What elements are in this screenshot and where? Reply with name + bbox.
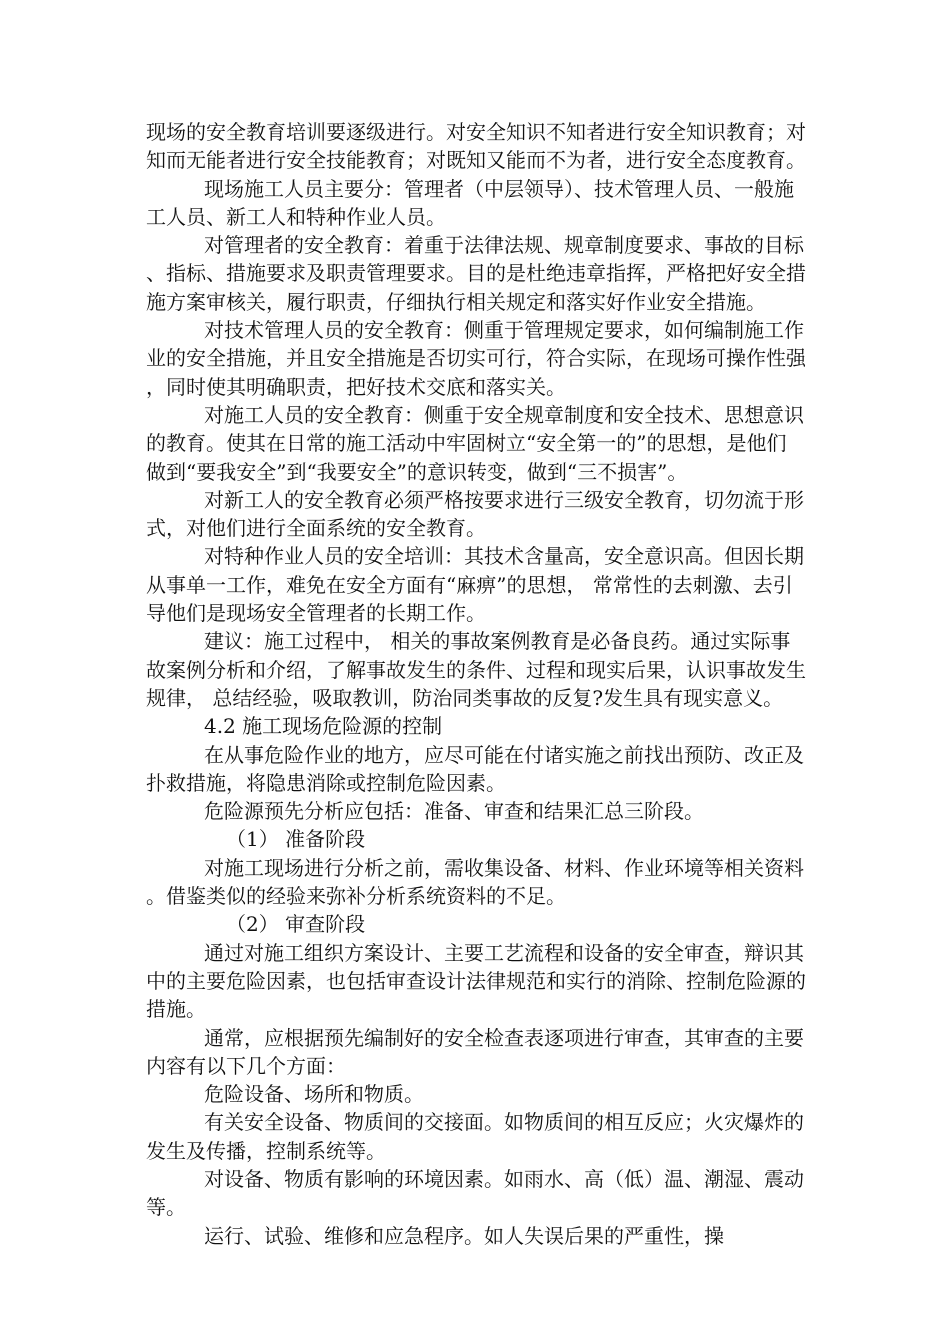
paragraph-environment-factors: 对设备、物质有影响的环境因素。如雨水、高（低）温、潮湿、震动等。 xyxy=(146,1166,804,1220)
paragraph-suggestion: 建议：施工过程中， 相关的事故案例教育是必备良药。通过实际事故案例分析和介绍，了解事故发生的条件、过程和现实后果，认识事故发生规律， 总结经验，吸取教训，防治同类事故的反复?发生具有现实意义。 xyxy=(146,629,806,710)
paragraph-new-worker-education: 对新工人的安全教育必须严格按要求进行三级安全教育，切勿流于形式，对他们进行全面系统的安全教育。 xyxy=(146,487,804,541)
document-body xyxy=(146,118,806,1250)
paragraph-preliminary-analysis: 危险源预先分析应包括：准备、审查和结果汇总三阶段。 xyxy=(204,799,704,824)
paragraph-technical-staff-education: 对技术管理人员的安全教育：侧重于管理规定要求，如何编制施工作业的安全措施，并且安全措施是否切实可行，符合实际，在现场可操作性强，同时使其明确职责，把好技术交底和落实关。 xyxy=(146,318,806,399)
paragraph-dangerous-equipment: 危险设备、场所和物质。 xyxy=(204,1082,424,1107)
paragraph-operation-procedures: 运行、试验、维修和应急程序。如人失误后果的严重性，操 xyxy=(204,1223,724,1248)
paragraph-interfaces: 有关安全设备、物质间的交接面。如物质间的相互反应；火灾爆炸的发生及传播，控制系统等。 xyxy=(146,1110,804,1163)
paragraph-safety-training-levels: 现场的安全教育培训要逐级进行。对安全知识不知者进行安全知识教育；对知而无能者进行安全技能教育；对既知又能而不为者，进行安全态度教育。 xyxy=(146,120,806,173)
paragraph-hazard-prevention: 在从事危险作业的地方，应尽可能在付诸实施之前找出预防、改正及扑救措施，将隐患消除或控制危险因素。 xyxy=(146,742,804,795)
section-heading-hazard-control: 4.2 施工现场危险源的控制 xyxy=(204,714,443,739)
paragraph-special-worker-training: 对特种作业人员的安全培训：其技术含量高，安全意识高。但因长期从事单一工作，难免在安全方面有“麻痹”的思想， 常常性的去刺激、去引导他们是现场安全管理者的长期工作。 xyxy=(146,544,804,626)
paragraph-manager-education: 对管理者的安全教育：着重于法律法规、规章制度要求、事故的目标、指标、措施要求及职责管理要求。目的是杜绝违章指挥，严格把好安全措施方案审核关，履行职责，仔细执行相关规定和落实好作业安全措施。 xyxy=(146,233,806,314)
subheading-preparation-stage: （1） 准备阶段 xyxy=(226,827,366,852)
paragraph-personnel-categories: 现场施工人员主要分：管理者（中层领导）、技术管理人员、一般施工人员、新工人和特种作业人员。 xyxy=(146,176,794,229)
paragraph-review-details: 通过对施工组织方案设计、主要工艺流程和设备的安全审查，辩识其中的主要危险因素，也包括审查设计法律规范和实行的消除、控制危险源的措施。 xyxy=(146,940,806,1022)
paragraph-preparation-details: 对施工现场进行分析之前，需收集设备、材料、作业环境等相关资料。借鉴类似的经验来弥补分析系统资料的不足。 xyxy=(146,855,804,909)
paragraph-worker-education: 对施工人员的安全教育：侧重于安全规章制度和安全技术、思想意识的教育。使其在日常的施工活动中牢固树立“安全第一的”的思想，是他们做到“要我安全”到“我要安全”的意识转变，做到“三不损害”。 xyxy=(146,402,804,484)
paragraph-checklist-review: 通常，应根据预先编制好的安全检查表逐项进行审查，其审查的主要内容有以下几个方面： xyxy=(146,1025,804,1078)
subheading-review-stage: （2） 审查阶段 xyxy=(226,912,366,937)
